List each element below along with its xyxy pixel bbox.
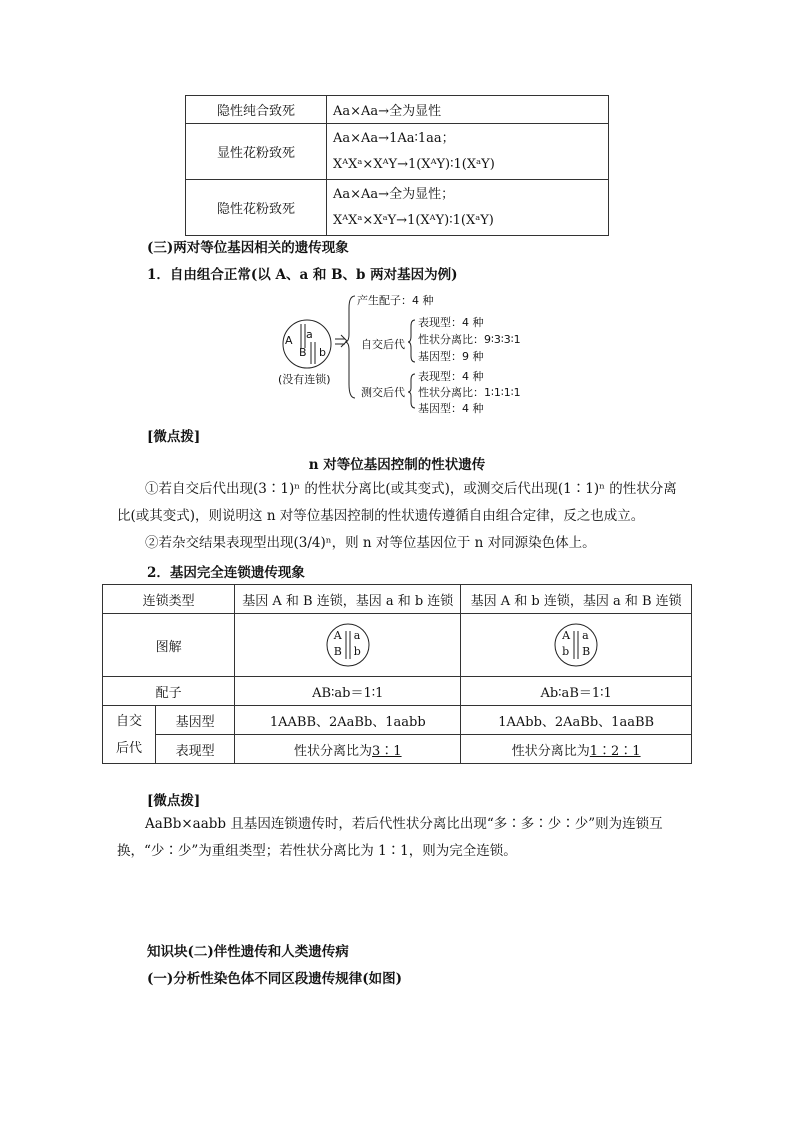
test-offspring-label: 测交后代: [361, 386, 405, 399]
tip-paragraph: ①若自交后代出现(3∶1)ⁿ 的性状分离比(或其变式)，或测交后代出现(1∶1)ⁿ 的性状分离比(或其变式)，则说明这 n 对等位基因控制的性状遗传遵循自由组合定律，反之也成立。: [117, 481, 677, 524]
lethal-table: [185, 95, 609, 236]
phenotype-cell: 性状分离比为3∶1: [235, 735, 461, 764]
row-group-label: 自交 后代: [103, 706, 156, 764]
gamete-ratio: AB∶ab＝1∶1: [235, 677, 461, 706]
linkage-diagram-aB: A a b B: [461, 614, 692, 677]
row-label: 表现型: [156, 735, 235, 764]
genotype-cell: 1AAbb、2AaBb、1aaBB: [461, 706, 692, 735]
gene-A: A: [285, 334, 293, 347]
diagram-caption: (没有连锁): [278, 373, 331, 386]
subsection-title: (一)分析性染色体不同区段遗传规律(如图): [147, 971, 403, 987]
col-header: 基因 A 和 B 连锁，基因 a 和 b 连锁: [235, 585, 461, 614]
gene-B: B: [299, 346, 307, 359]
genotype-cell: 1AABB、2AaBb、1aabb: [235, 706, 461, 735]
test-item: 表现型：4 种: [418, 370, 484, 383]
tip-label: [微点拨]: [147, 429, 201, 445]
lethal-type: 隐性纯合致死: [186, 96, 327, 124]
row-label: 配子: [103, 677, 235, 706]
lethal-result: Aa×Aa→全为显性: [327, 96, 609, 124]
gene-a: a: [306, 328, 313, 341]
row-label: 基因型: [156, 706, 235, 735]
lethal-type: 显性花粉致死: [186, 124, 327, 180]
row-label: 图解: [103, 614, 235, 677]
self-item: 基因型：9 种: [418, 350, 484, 363]
item-title: 1．自由组合正常(以 A、a 和 B、b 两对基因为例): [147, 267, 458, 283]
free-combination-diagram: [275, 288, 575, 418]
section-title: 知识块(二)伴性遗传和人类遗传病: [147, 944, 349, 960]
self-item: 性状分离比：9∶3∶3∶1: [418, 333, 521, 346]
tip-paragraph: ②若杂交结果表现型出现(3/4)ⁿ，则 n 对等位基因位于 n 对同源染色体上。: [145, 535, 596, 551]
phenotype-cell: 性状分离比为1∶2∶1: [461, 735, 692, 764]
col-header: 基因 A 和 b 连锁，基因 a 和 B 连锁: [461, 585, 692, 614]
item-title: 2．基因完全连锁遗传现象: [147, 565, 305, 581]
test-item: 基因型：4 种: [418, 402, 484, 415]
gene-b: b: [319, 346, 326, 359]
linkage-diagram-ab: A a B b: [235, 614, 461, 677]
section-title: (三)两对等位基因相关的遗传现象: [147, 240, 349, 256]
gamete-count: 产生配子：4 种: [357, 294, 434, 307]
col-header: 连锁类型: [103, 585, 235, 614]
tip-title: n 对等位基因控制的性状遗传: [308, 457, 486, 473]
gamete-ratio: Ab∶aB＝1∶1: [461, 677, 692, 706]
tip-label: [微点拨]: [147, 793, 201, 809]
self-item: 表现型：4 种: [418, 316, 484, 329]
lethal-result: Aa×Aa→1Aa∶1aa； XᴬXᵃ×XᴬY→1(XᴬY)∶1(XᵃY): [327, 124, 609, 180]
tip-paragraph: AaBb×aabb 且基因连锁遗传时，若后代性状分离比出现“多∶多∶少∶少”则为连锁互换，“少∶少”为重组类型；若性状分离比为 1∶1，则为完全连锁。: [117, 816, 663, 859]
test-item: 性状分离比：1∶1∶1∶1: [418, 386, 521, 399]
lethal-type: 隐性花粉致死: [186, 180, 327, 236]
lethal-result: Aa×Aa→全为显性； XᴬXᵃ×XᵃY→1(XᴬY)∶1(XᵃY): [327, 180, 609, 236]
linkage-table: [102, 584, 692, 764]
self-offspring-label: 自交后代: [361, 338, 405, 351]
